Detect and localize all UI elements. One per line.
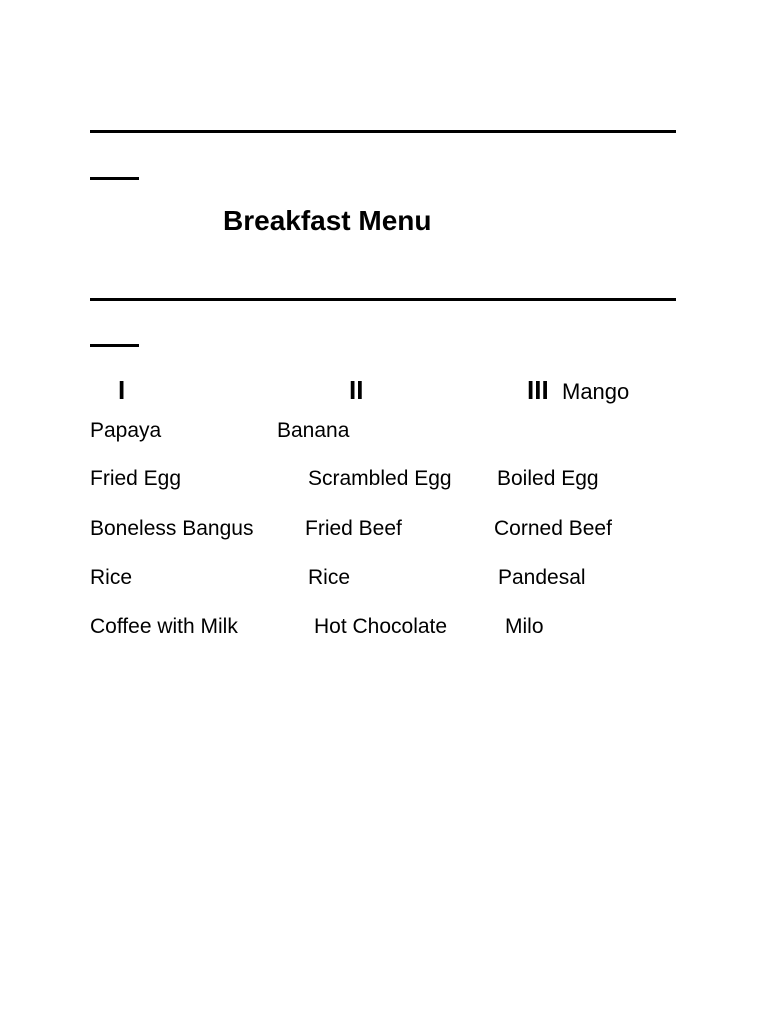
column-heading-1: I xyxy=(118,375,126,405)
menu-item: Pandesal xyxy=(498,566,586,589)
menu-item: Fried Egg xyxy=(90,467,182,490)
column-heading-2: II xyxy=(349,375,364,405)
menu-title: Breakfast Menu xyxy=(223,205,432,236)
menu-item: Corned Beef xyxy=(494,517,612,540)
menu-item: Scrambled Egg xyxy=(308,467,452,490)
top-rule-line xyxy=(90,130,676,133)
menu-item: Rice xyxy=(90,566,133,589)
menu-item: Boiled Egg xyxy=(497,467,599,490)
menu-item: Milo xyxy=(505,615,544,638)
menu-item: Hot Chocolate xyxy=(314,615,448,638)
menu-item: Banana xyxy=(277,419,350,442)
menu-item: Coffee with Milk xyxy=(90,615,238,638)
column-3-first-item: Mango xyxy=(562,379,630,404)
bottom-rule-line xyxy=(90,298,676,301)
menu-item: Boneless Bangus xyxy=(90,517,254,540)
bottom-rule-line-continuation xyxy=(90,344,139,347)
menu-item: Papaya xyxy=(90,419,162,442)
top-rule-line-continuation xyxy=(90,177,139,180)
menu-item: Fried Beef xyxy=(305,517,402,540)
menu-item: Rice xyxy=(308,566,351,589)
column-heading-3: III xyxy=(527,375,549,405)
